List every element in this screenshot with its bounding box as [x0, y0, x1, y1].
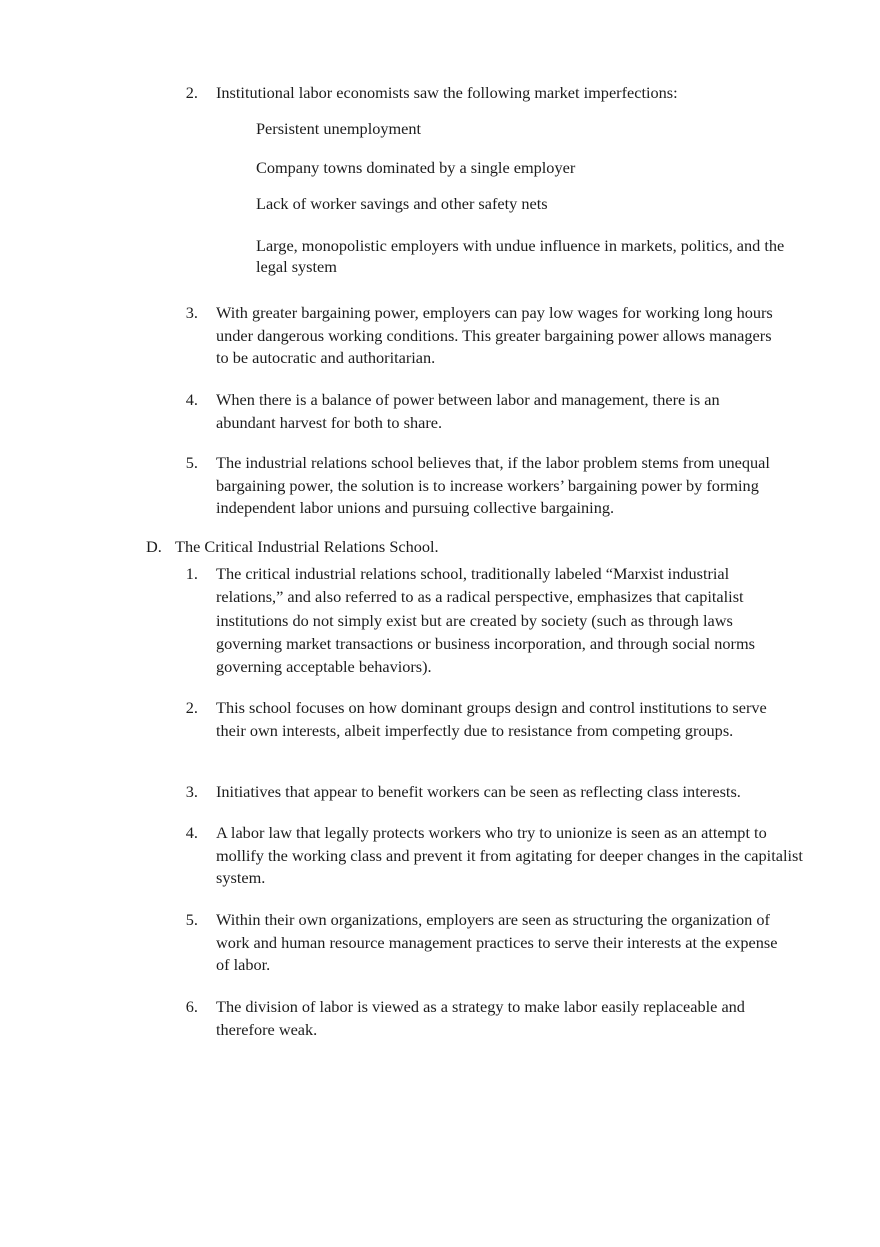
item-text: With greater bargaining power, employers can pay low wages for working long hours under dangerous working conditions. This greater bargaining power allows managers to be autocratic and authoritarian.: [216, 303, 773, 367]
section-title: The Critical Industrial Relations School.: [175, 537, 439, 556]
item-text: Within their own organizations, employers are seen as structuring the organization of work and human resource management practices to serve their interests at the expense of labor.: [216, 910, 778, 974]
item-number: 1.: [185, 564, 198, 583]
sub-item: Company towns dominated by a single employer: [256, 158, 576, 177]
item-text: Institutional labor economists saw the following market imperfections:: [216, 83, 678, 102]
item-number: 2.: [185, 698, 198, 717]
sub-item: Lack of worker savings and other safety nets: [256, 194, 548, 213]
item-number: 3.: [185, 782, 198, 801]
item-text: Initiatives that appear to benefit workers can be seen as reflecting class interests.: [216, 782, 741, 801]
item-number: 5.: [185, 453, 198, 472]
item-text: The industrial relations school believes that, if the labor problem stems from unequal bargaining power, the solution is to increase workers’ bargaining power by forming independent labor unions and pursuing collective bargaining.: [216, 453, 770, 517]
item-number: 4.: [185, 390, 198, 409]
sub-item: Persistent unemployment: [256, 119, 422, 138]
item-number: 3.: [185, 303, 198, 322]
item-number: 6.: [185, 997, 198, 1016]
item-text: When there is a balance of power between labor and management, there is an abundant harvest for both to share.: [216, 390, 720, 432]
item-text: This school focuses on how dominant groups design and control institutions to serve their own interests, albeit imperfectly due to resistance from competing groups.: [216, 698, 767, 740]
sub-item: Large, monopolistic employers with undue influence in markets, politics, and the legal system: [256, 236, 785, 276]
item-text: The critical industrial relations school, traditionally labeled “Marxist industrial relations,” and also referred to as a radical perspective, emphasizes that capitalist institutions do not simply exist but are created by society (such as through laws governing market transactions or business incorporation, and through social norms governing acceptable behaviors).: [216, 564, 755, 677]
item-text: The division of labor is viewed as a strategy to make labor easily replaceable and therefore weak.: [216, 997, 745, 1039]
item-number: 4.: [185, 823, 198, 842]
item-number: 2.: [185, 83, 198, 102]
item-text: A labor law that legally protects workers who try to unionize is seen as an attempt to mollify the working class and prevent it from agitating for deeper changes in the capitalist system.: [216, 823, 803, 887]
section-letter: D.: [146, 537, 162, 556]
item-number: 5.: [185, 910, 198, 929]
